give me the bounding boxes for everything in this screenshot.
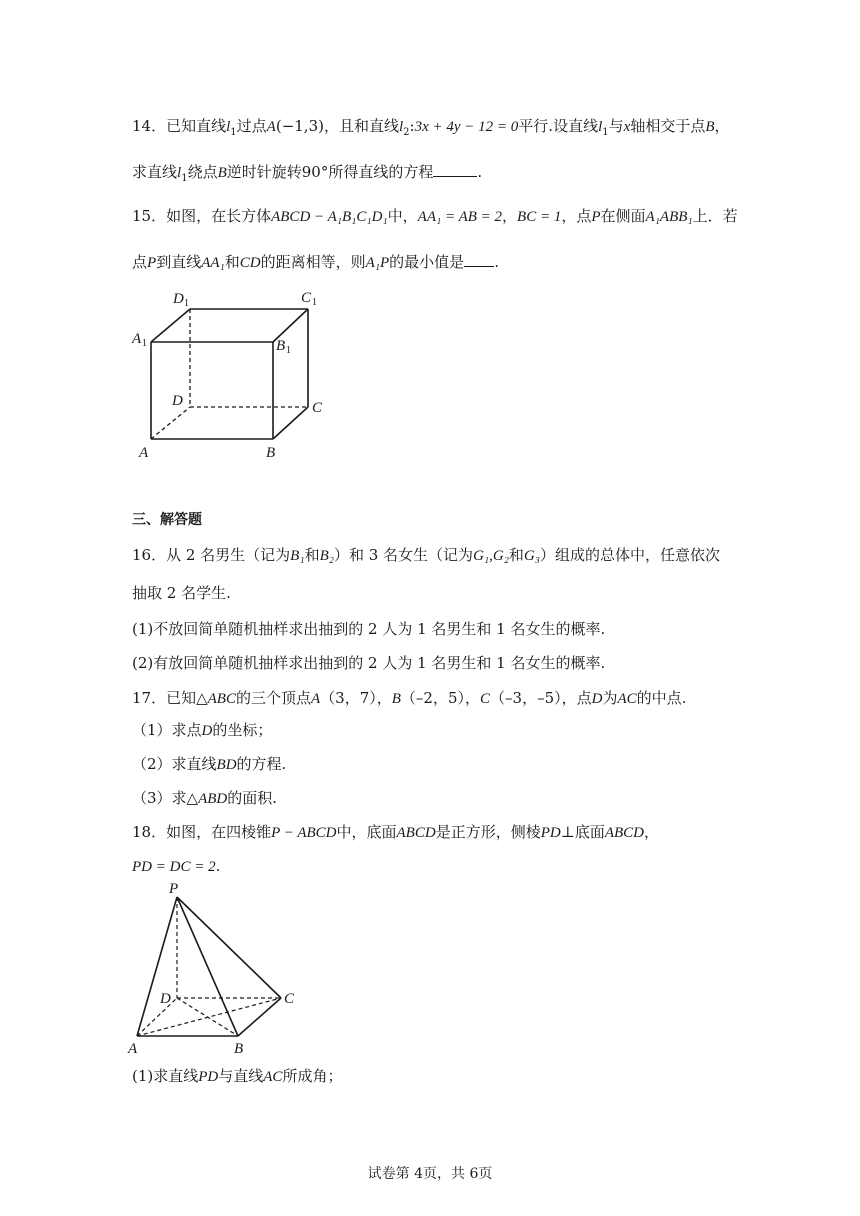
q15-number: 15．: [132, 207, 167, 225]
q16-part1: (1)不放回简单随机抽样求出抽到的 2 人为 1 名男生和 1 名女生的概率.: [132, 620, 606, 638]
label-b: B: [234, 1041, 244, 1057]
q14-number: 14．: [132, 117, 167, 135]
section-heading: 三、解答题: [132, 512, 202, 528]
label-a: A: [128, 1041, 138, 1057]
page-footer: 试卷第 4页，共 6页: [367, 1166, 493, 1182]
label-b1: B: [276, 338, 286, 354]
label-c1: C: [301, 290, 312, 306]
q16-part2: (2)有放回简单随机抽样求出抽到的 2 人为 1 名男生和 1 名女生的概率.: [132, 654, 606, 672]
label-c1-sub: 1: [312, 297, 317, 308]
q16-line2: 抽取 2 名学生.: [132, 584, 231, 602]
q18-part1: (1)求直线PD与直线AC所成角；: [132, 1067, 343, 1085]
label-b: B: [266, 445, 276, 461]
label-a1: A: [132, 331, 142, 347]
q15-line1: 15．如图，在长方体ABCD − A₁B₁C₁D₁中，AA₁ = AB = 2，BC = 1，点P在侧面A₁ABB₁上．若: [132, 207, 738, 225]
q14-equation: 3x + 4y − 12 = 0: [414, 119, 519, 135]
edge-p-c: [177, 897, 281, 998]
edge-p-b: [177, 897, 238, 1036]
label-p: P: [169, 881, 179, 897]
q18-line2: PD = DC = 2.: [132, 857, 221, 875]
q14-line2: 求直线$l_1$绕点B逆时针旋转90°所得直线的方程 .: [132, 163, 483, 184]
q17-part3: （3）求△ABD的面积.: [132, 789, 278, 807]
label-d1: D: [173, 291, 184, 307]
q17-part2: （2）求直线BD的方程.: [132, 755, 287, 773]
q15-line2: 点P到直线AA₁和CD的距离相等，则A₁P的最小值是 .: [132, 253, 499, 271]
q16-line1: 16．从 2 名男生（记为B₁和B₂）和 3 名女生（记为G₁,G₂和G₃）组成的总体中，任意依次: [132, 546, 721, 564]
q14-line1: 14．已知直线$l_1$过点A(−1,3)，且和直线$l_2:3x + 4y - 12 = 0$平行.设直线$l_1$与x轴相交于点B，: [132, 117, 730, 138]
label-d: D: [172, 393, 183, 409]
label-b1-sub: 1: [286, 345, 291, 356]
q17-part1: （1）求点D的坐标；: [132, 721, 273, 739]
q18-line1: 18．如图，在四棱锥P − ABCD中，底面ABCD是正方形，侧棱PD⊥底面ABCD，: [132, 823, 660, 841]
label-c: C: [284, 991, 295, 1007]
label-c: C: [312, 400, 323, 416]
label-d1-sub: 1: [184, 298, 189, 309]
label-a: A: [139, 445, 149, 461]
label-d: D: [160, 991, 171, 1007]
edge-p-a: [137, 897, 177, 1036]
q17-line1: 17．已知△ABC的三个顶点A（3，7），B（–2，5），C（–3，–5），点D为AC的中点.: [132, 689, 687, 707]
label-a1-sub: 1: [142, 338, 147, 349]
